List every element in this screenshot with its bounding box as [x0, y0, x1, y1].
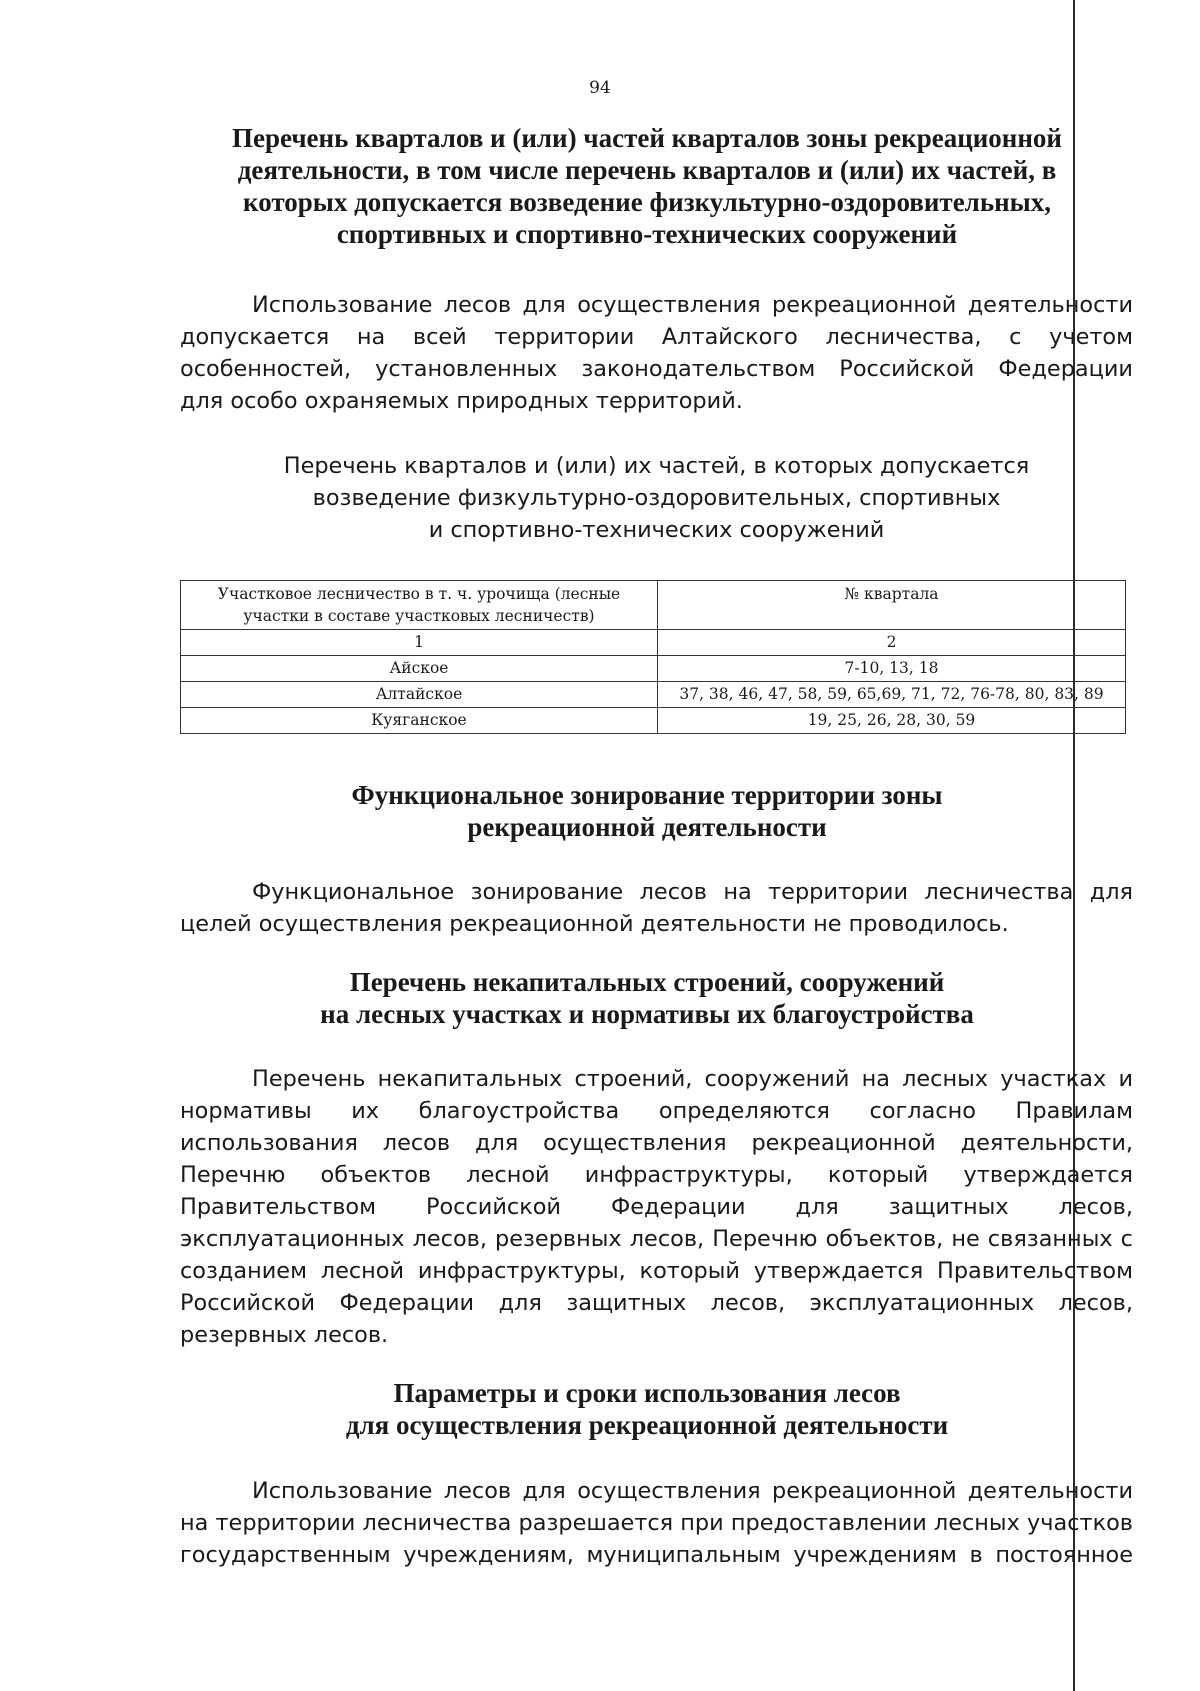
table-title-line: возведение физкультурно-оздоровительных, спортивных — [312, 485, 1001, 511]
paragraph-line: Перечень некапитальных строений, сооружений на лесных участках и — [252, 1066, 1133, 1092]
heading-line: Перечень некапитальных строений, сооружений — [349, 967, 945, 997]
paragraph-line: допускается на всей территории Алтайского лесничества, с учетом — [180, 324, 1133, 350]
heading-line: на лесных участках и нормативы их благоустройства — [320, 999, 974, 1029]
heading-line: спортивных и спортивно-технических сооружений — [336, 219, 958, 249]
paragraph-non-capital-structures — [180, 1063, 1133, 1351]
paragraph-line: Правительством Российской Федерации для защитных лесов, — [180, 1194, 1133, 1220]
paragraph-line: нормативы их благоустройства определяются согласно Правилам — [180, 1098, 1133, 1124]
table-row — [181, 708, 1126, 734]
column-number: 1 — [181, 630, 658, 656]
heading-line: рекреационной деятельности — [467, 812, 827, 842]
heading-non-capital-structures — [160, 966, 1134, 1030]
header-quarter-number: № квартала — [658, 581, 1126, 630]
paragraph-line: для особо охраняемых природных территорий. — [180, 388, 743, 414]
table-title-line: и спортивно-технических сооружений — [428, 517, 885, 543]
paragraph-parameters-terms — [180, 1475, 1133, 1571]
district-cell: Алтайское — [181, 682, 658, 708]
paragraph-line: целей осуществления рекреационной деятельности не проводилось. — [180, 911, 1009, 937]
heading-line: которых допускается возведение физкультурно-оздоровительных, — [243, 187, 1051, 217]
table-row — [181, 656, 1126, 682]
quarters-cell: 7-10, 13, 18 — [658, 656, 1126, 682]
heading-line: Перечень кварталов и (или) частей кварталов зоны рекреационной — [232, 123, 1062, 153]
paragraph-functional-zoning — [180, 876, 1133, 940]
paragraph-line: эксплуатационных лесов, резервных лесов, Перечню объектов, не связанных с — [180, 1226, 1133, 1252]
paragraph-line: резервных лесов. — [180, 1322, 389, 1348]
page-number: 94 — [589, 78, 611, 98]
table-row — [181, 682, 1126, 708]
paragraph-forest-use — [180, 289, 1133, 417]
paragraph-line: особенностей, установленных законодательством Российской Федерации — [180, 356, 1133, 382]
quarters-table — [180, 580, 1126, 734]
heading-line: Параметры и сроки использования лесов — [393, 1378, 901, 1408]
heading-line: для осуществления рекреационной деятельности — [345, 1410, 949, 1440]
paragraph-line: государственным учреждениям, муниципальным учреждениям в постоянное — [180, 1542, 1133, 1568]
paragraph-line: Перечню объектов лесной инфраструктуры, который утверждается — [180, 1162, 1133, 1188]
table-title — [180, 450, 1133, 546]
heading-parameters-terms — [160, 1377, 1134, 1441]
paragraph-line: Использование лесов для осуществления рекреационной деятельности — [252, 1478, 1133, 1504]
table-title-line: Перечень кварталов и (или) их частей, в которых допускается — [283, 453, 1030, 479]
paragraph-line: Российской Федерации для защитных лесов, эксплуатационных лесов, — [180, 1290, 1133, 1316]
paragraph-line: на территории лесничества разрешается при предоставлении лесных участков — [180, 1510, 1133, 1536]
quarters-cell: 19, 25, 26, 28, 30, 59 — [658, 708, 1126, 734]
table-numbering-row — [181, 630, 1126, 656]
heading-line: Функциональное зонирование территории зоны — [351, 780, 943, 810]
heading-line: деятельности, в том числе перечень кварталов и (или) их частей, в — [237, 155, 1057, 185]
quarters-cell: 37, 38, 46, 47, 58, 59, 65,69, 71, 72, 76-78, 80, 83, 89 — [658, 682, 1126, 708]
header-district: Участковое лесничество в т. ч. урочища (лесные участки в составе участковых лесничеств) — [181, 581, 658, 630]
table-header-row — [181, 581, 1126, 630]
heading-recreation-quarters — [160, 122, 1134, 250]
paragraph-line: Использование лесов для осуществления рекреационной деятельности — [252, 292, 1133, 318]
district-cell: Куяганское — [181, 708, 658, 734]
paragraph-line: использования лесов для осуществления рекреационной деятельности, — [180, 1130, 1133, 1156]
heading-functional-zoning — [160, 779, 1134, 843]
column-number: 2 — [658, 630, 1126, 656]
paragraph-line: созданием лесной инфраструктуры, который утверждается Правительством — [180, 1258, 1133, 1284]
district-cell: Айское — [181, 656, 658, 682]
paragraph-line: Функциональное зонирование лесов на территории лесничества для — [252, 879, 1133, 905]
